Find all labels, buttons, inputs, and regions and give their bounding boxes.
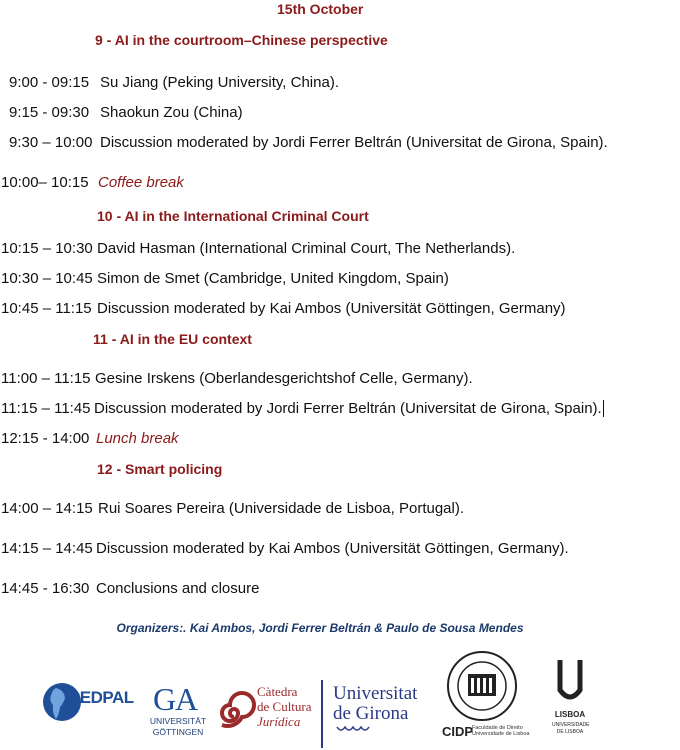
cedpal-wordmark: CEDPAL bbox=[68, 688, 134, 707]
divider bbox=[321, 680, 323, 748]
cidp-seal-icon bbox=[444, 650, 520, 722]
girona-logo: Universitat de Girona bbox=[333, 684, 433, 744]
ulisboa-logo: LISBOA UNIVERSIDADE DE LISBOA bbox=[552, 658, 588, 748]
schedule-row: 14:00 – 14:15 Rui Soares Pereira (Universidade de Lisboa, Portugal). bbox=[1, 500, 465, 517]
lunch-break: 12:15 - 14:00 Lunch break bbox=[1, 430, 179, 447]
schedule-row: 14:15 – 14:45 Discussion moderated by Kai Ambos (Universität Göttingen, Germany). bbox=[1, 540, 569, 557]
page-date: 15th October bbox=[277, 1, 364, 17]
girona-ornament-icon bbox=[333, 724, 373, 738]
section-title-12: 12 - Smart policing bbox=[97, 461, 223, 477]
goettingen-logo: G A UNIVERSITÄT GÖTTINGEN bbox=[145, 680, 211, 744]
cidp-subtitle: Faculdade de Direito Universidade de Lisboa bbox=[472, 725, 530, 737]
cedpal-logo bbox=[40, 674, 132, 730]
cidp-logo bbox=[440, 650, 532, 746]
logo-strip bbox=[0, 650, 680, 750]
organizers-line: Organizers:. Kai Ambos, Jordi Ferrer Beltrán & Paulo de Sousa Mendes bbox=[116, 621, 524, 635]
u-mark-icon bbox=[552, 658, 588, 708]
section-title-11: 11 - AI in the EU context bbox=[93, 331, 252, 347]
schedule-row: 9:00 - 09:15 Su Jiang (Peking University, China). bbox=[9, 74, 339, 91]
coffee-break: 10:00– 10:15 Coffee break bbox=[1, 174, 184, 191]
schedule-row: 10:30 – 10:45 Simon de Smet (Cambridge, United Kingdom, Spain) bbox=[1, 270, 449, 287]
schedule-row: 14:45 - 16:30 Conclusions and closure bbox=[1, 580, 260, 597]
schedule-row: 10:45 – 11:15 Discussion moderated by Kai Ambos (Universität Göttingen, Germany) bbox=[1, 300, 566, 317]
spiral-icon bbox=[212, 691, 256, 741]
svg-text:G: G bbox=[153, 681, 177, 716]
schedule-row: 11:15 – 11:45 Discussion moderated by Jordi Ferrer Beltrán (Universitat de Girona, Spain). bbox=[1, 400, 602, 417]
section-title-9: 9 - AI in the courtroom–Chinese perspective bbox=[95, 32, 388, 48]
schedule-row: 9:15 - 09:30 Shaokun Zou (China) bbox=[9, 104, 243, 121]
ga-monogram-icon bbox=[145, 680, 211, 716]
section-title-10: 10 - AI in the International Criminal Court bbox=[97, 208, 369, 224]
cidp-acronym: CIDP bbox=[442, 724, 474, 739]
schedule-row: 10:15 – 10:30 David Hasman (International Criminal Court, The Netherlands). bbox=[1, 240, 516, 257]
schedule-row: 11:00 – 11:15 Gesine Irskens (Oberlandesgerichtshof Celle, Germany). bbox=[1, 370, 473, 387]
svg-text:A: A bbox=[175, 681, 199, 716]
catedra-logo: Càtedra de Cultura Jurídica bbox=[212, 685, 317, 747]
schedule-row: 9:30 – 10:00 Discussion moderated by Jordi Ferrer Beltrán (Universitat de Girona, Spain). bbox=[9, 134, 608, 151]
